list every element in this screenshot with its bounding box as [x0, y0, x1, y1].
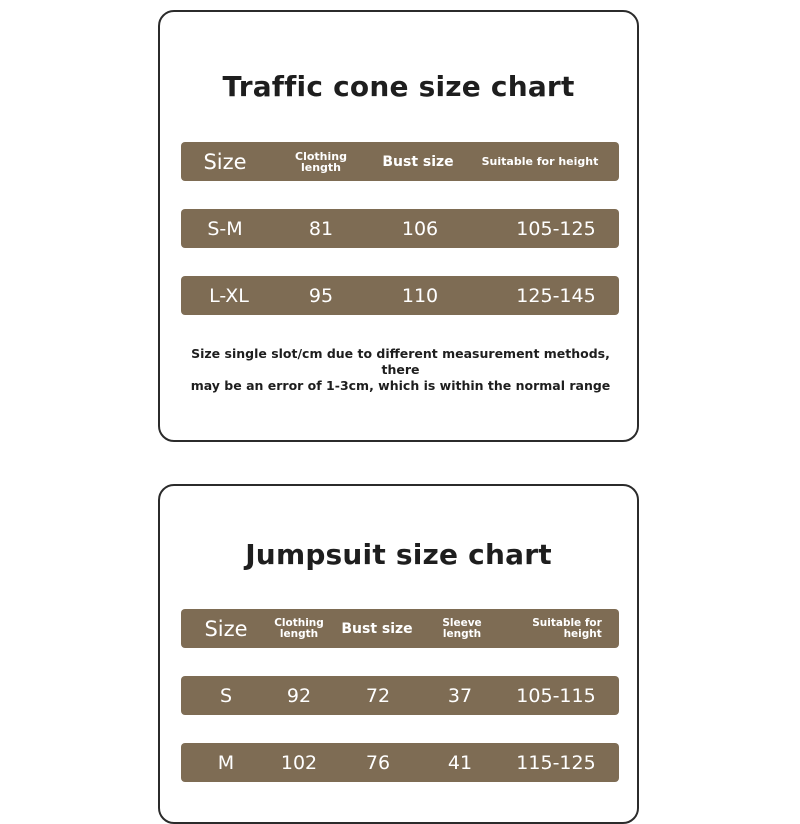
header-clothing-length	[295, 142, 347, 181]
header-clothing-length-line1: Clothing	[295, 149, 347, 163]
row-height: 105-115	[516, 684, 596, 707]
row-size: M	[217, 751, 235, 774]
header-bust-size: Bust size	[382, 153, 454, 170]
table-row	[181, 676, 619, 715]
row-bust-size: 110	[401, 284, 439, 307]
header-sleeve-length-line2: length	[442, 627, 482, 640]
row-sleeve-length: 41	[447, 751, 473, 774]
header-clothing-length	[274, 609, 324, 648]
table-row	[181, 743, 619, 782]
header-clothing-length-line2: length	[279, 627, 319, 640]
row-sleeve-length: 37	[447, 684, 473, 707]
row-height: 115-125	[516, 751, 596, 774]
row-bust-size: 106	[401, 217, 439, 240]
row-height: 125-145	[516, 284, 596, 307]
header-sleeve-length	[442, 609, 481, 648]
row-clothing-length: 92	[286, 684, 312, 707]
header-clothing-length-line1: Clothing	[274, 617, 324, 629]
row-height: 105-125	[516, 217, 596, 240]
header-sleeve-length-line1: Sleeve	[442, 617, 482, 629]
header-suitable-height	[532, 609, 602, 648]
header-suitable-height: Suitable for height	[481, 155, 599, 168]
row-size: L-XL	[209, 284, 249, 307]
measurement-note-line2: may be an error of 1-3cm, which is within the normal range	[190, 378, 611, 393]
row-clothing-length: 81	[308, 217, 334, 240]
jumpsuit-size-chart-card	[158, 484, 639, 824]
measurement-note-line1: Size single slot/cm due to different measurement methods, there	[191, 346, 610, 377]
table-row	[181, 209, 619, 248]
row-bust-size: 76	[365, 751, 391, 774]
row-size: S-M	[207, 217, 243, 240]
jumpsuit-chart-title: Jumpsuit size chart	[245, 538, 552, 571]
traffic-chart-title: Traffic cone size chart	[222, 70, 575, 103]
row-size: S	[219, 684, 233, 707]
header-bust-size: Bust size	[341, 620, 413, 637]
traffic-header-row	[181, 142, 619, 181]
header-size: Size	[203, 149, 247, 174]
header-size: Size	[204, 616, 248, 641]
row-clothing-length: 102	[280, 751, 318, 774]
row-bust-size: 72	[365, 684, 391, 707]
traffic-cone-size-chart-card	[158, 10, 639, 442]
jumpsuit-header-row	[181, 609, 619, 648]
header-suitable-height-line2: height	[563, 627, 602, 640]
table-row	[181, 276, 619, 315]
header-suitable-height-line1: Suitable for	[532, 617, 602, 629]
measurement-note	[170, 346, 631, 394]
header-clothing-length-line2: length	[300, 160, 342, 174]
row-clothing-length: 95	[308, 284, 334, 307]
